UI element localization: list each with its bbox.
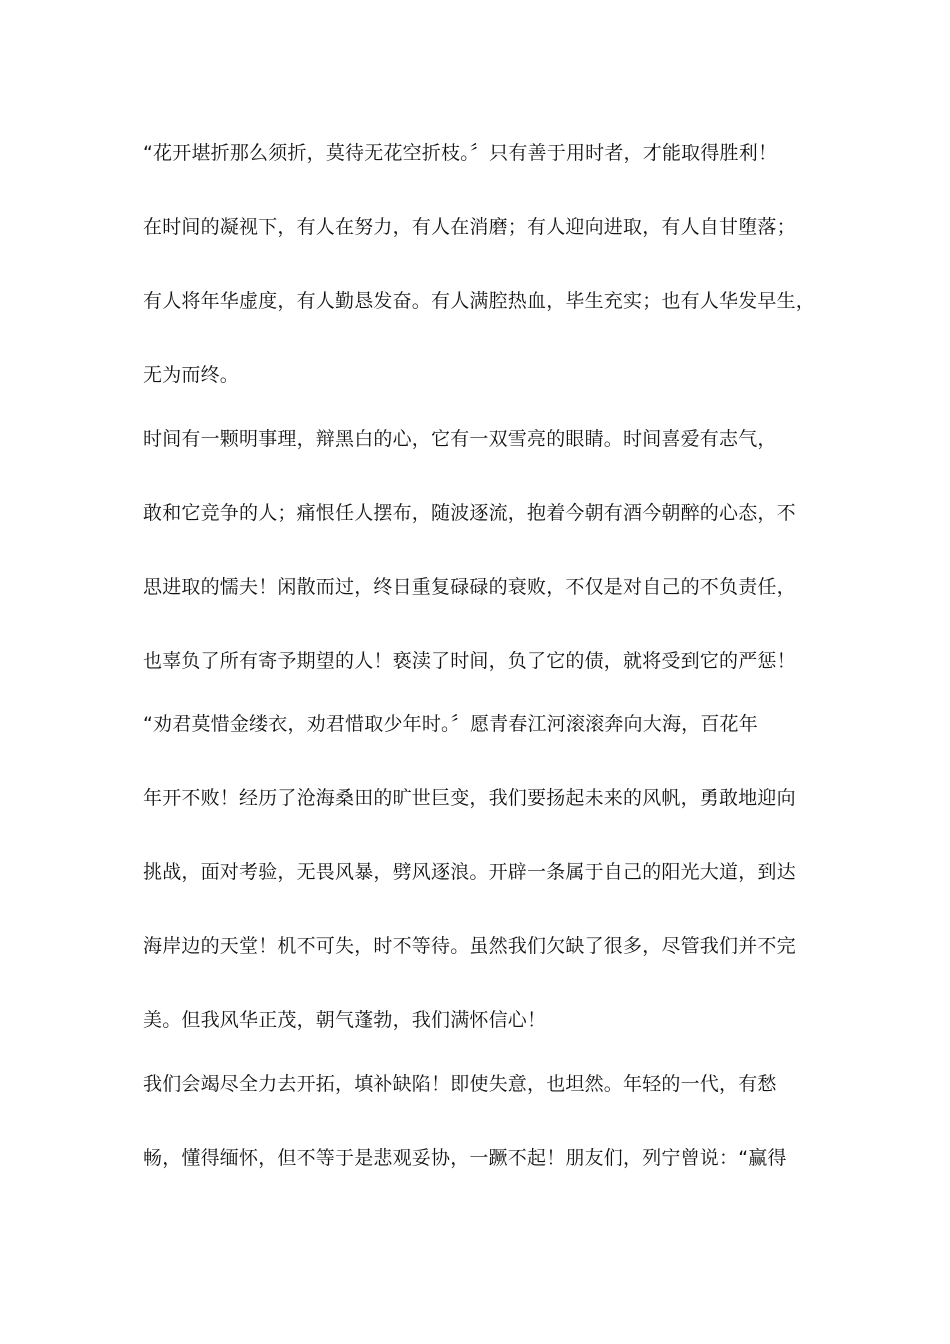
text-line: 时间有一颗明事理，辩黑白的心，它有一双雪亮的眼睛。时间喜爱有志气， xyxy=(143,428,777,450)
text-line: 思进取的懦夫！闲散而过，终日重复碌碌的衰败，不仅是对自己的不负责任， xyxy=(143,576,796,598)
text-line: 我们会竭尽全力去开拓，填补缺陷！即使失意，也坦然。年轻的一代，有愁 xyxy=(143,1073,777,1095)
text-line: 年开不败！经历了沧海桑田的旷世巨变，我们要扬起未来的风帆，勇敢地迎向 xyxy=(143,787,796,809)
text-line: 挑战，面对考验，无畏风暴，劈风逐浪。开辟一条属于自己的阳光大道，到达 xyxy=(143,861,796,883)
text-line: “花开堪折那么须折，莫待无花空折枝。〞只有善于用时者，才能取得胜利！ xyxy=(143,142,778,164)
text-line: 敢和它竞争的人；痛恨任人摆布，随波逐流，抱着今朝有酒今朝醉的心态，不 xyxy=(143,502,796,524)
text-line: 畅，懂得缅怀，但不等于是悲观妥协，一蹶不起！朋友们，列宁曾说：“赢得 xyxy=(143,1147,787,1169)
text-line: 海岸边的天堂！机不可失，时不等待。虽然我们欠缺了很多，尽管我们并不完 xyxy=(143,935,796,957)
text-line: 无为而终。 xyxy=(143,364,240,386)
text-line: “劝君莫惜金缕衣，劝君惜取少年时。〞愿青春江河滚滚奔向大海，百花年 xyxy=(143,713,758,735)
text-line: 也辜负了所有寄予期望的人！亵渎了时间，负了它的债，就将受到它的严惩！ xyxy=(143,650,796,672)
text-line: 有人将年华虚度，有人勤恳发奋。有人满腔热血，毕生充实；也有人华发早生， xyxy=(143,290,816,312)
text-line: 美。但我风华正茂，朝气蓬勃，我们满怀信心！ xyxy=(143,1009,547,1031)
text-line: 在时间的凝视下，有人在努力，有人在消磨；有人迎向进取，有人自甘堕落； xyxy=(143,216,796,238)
